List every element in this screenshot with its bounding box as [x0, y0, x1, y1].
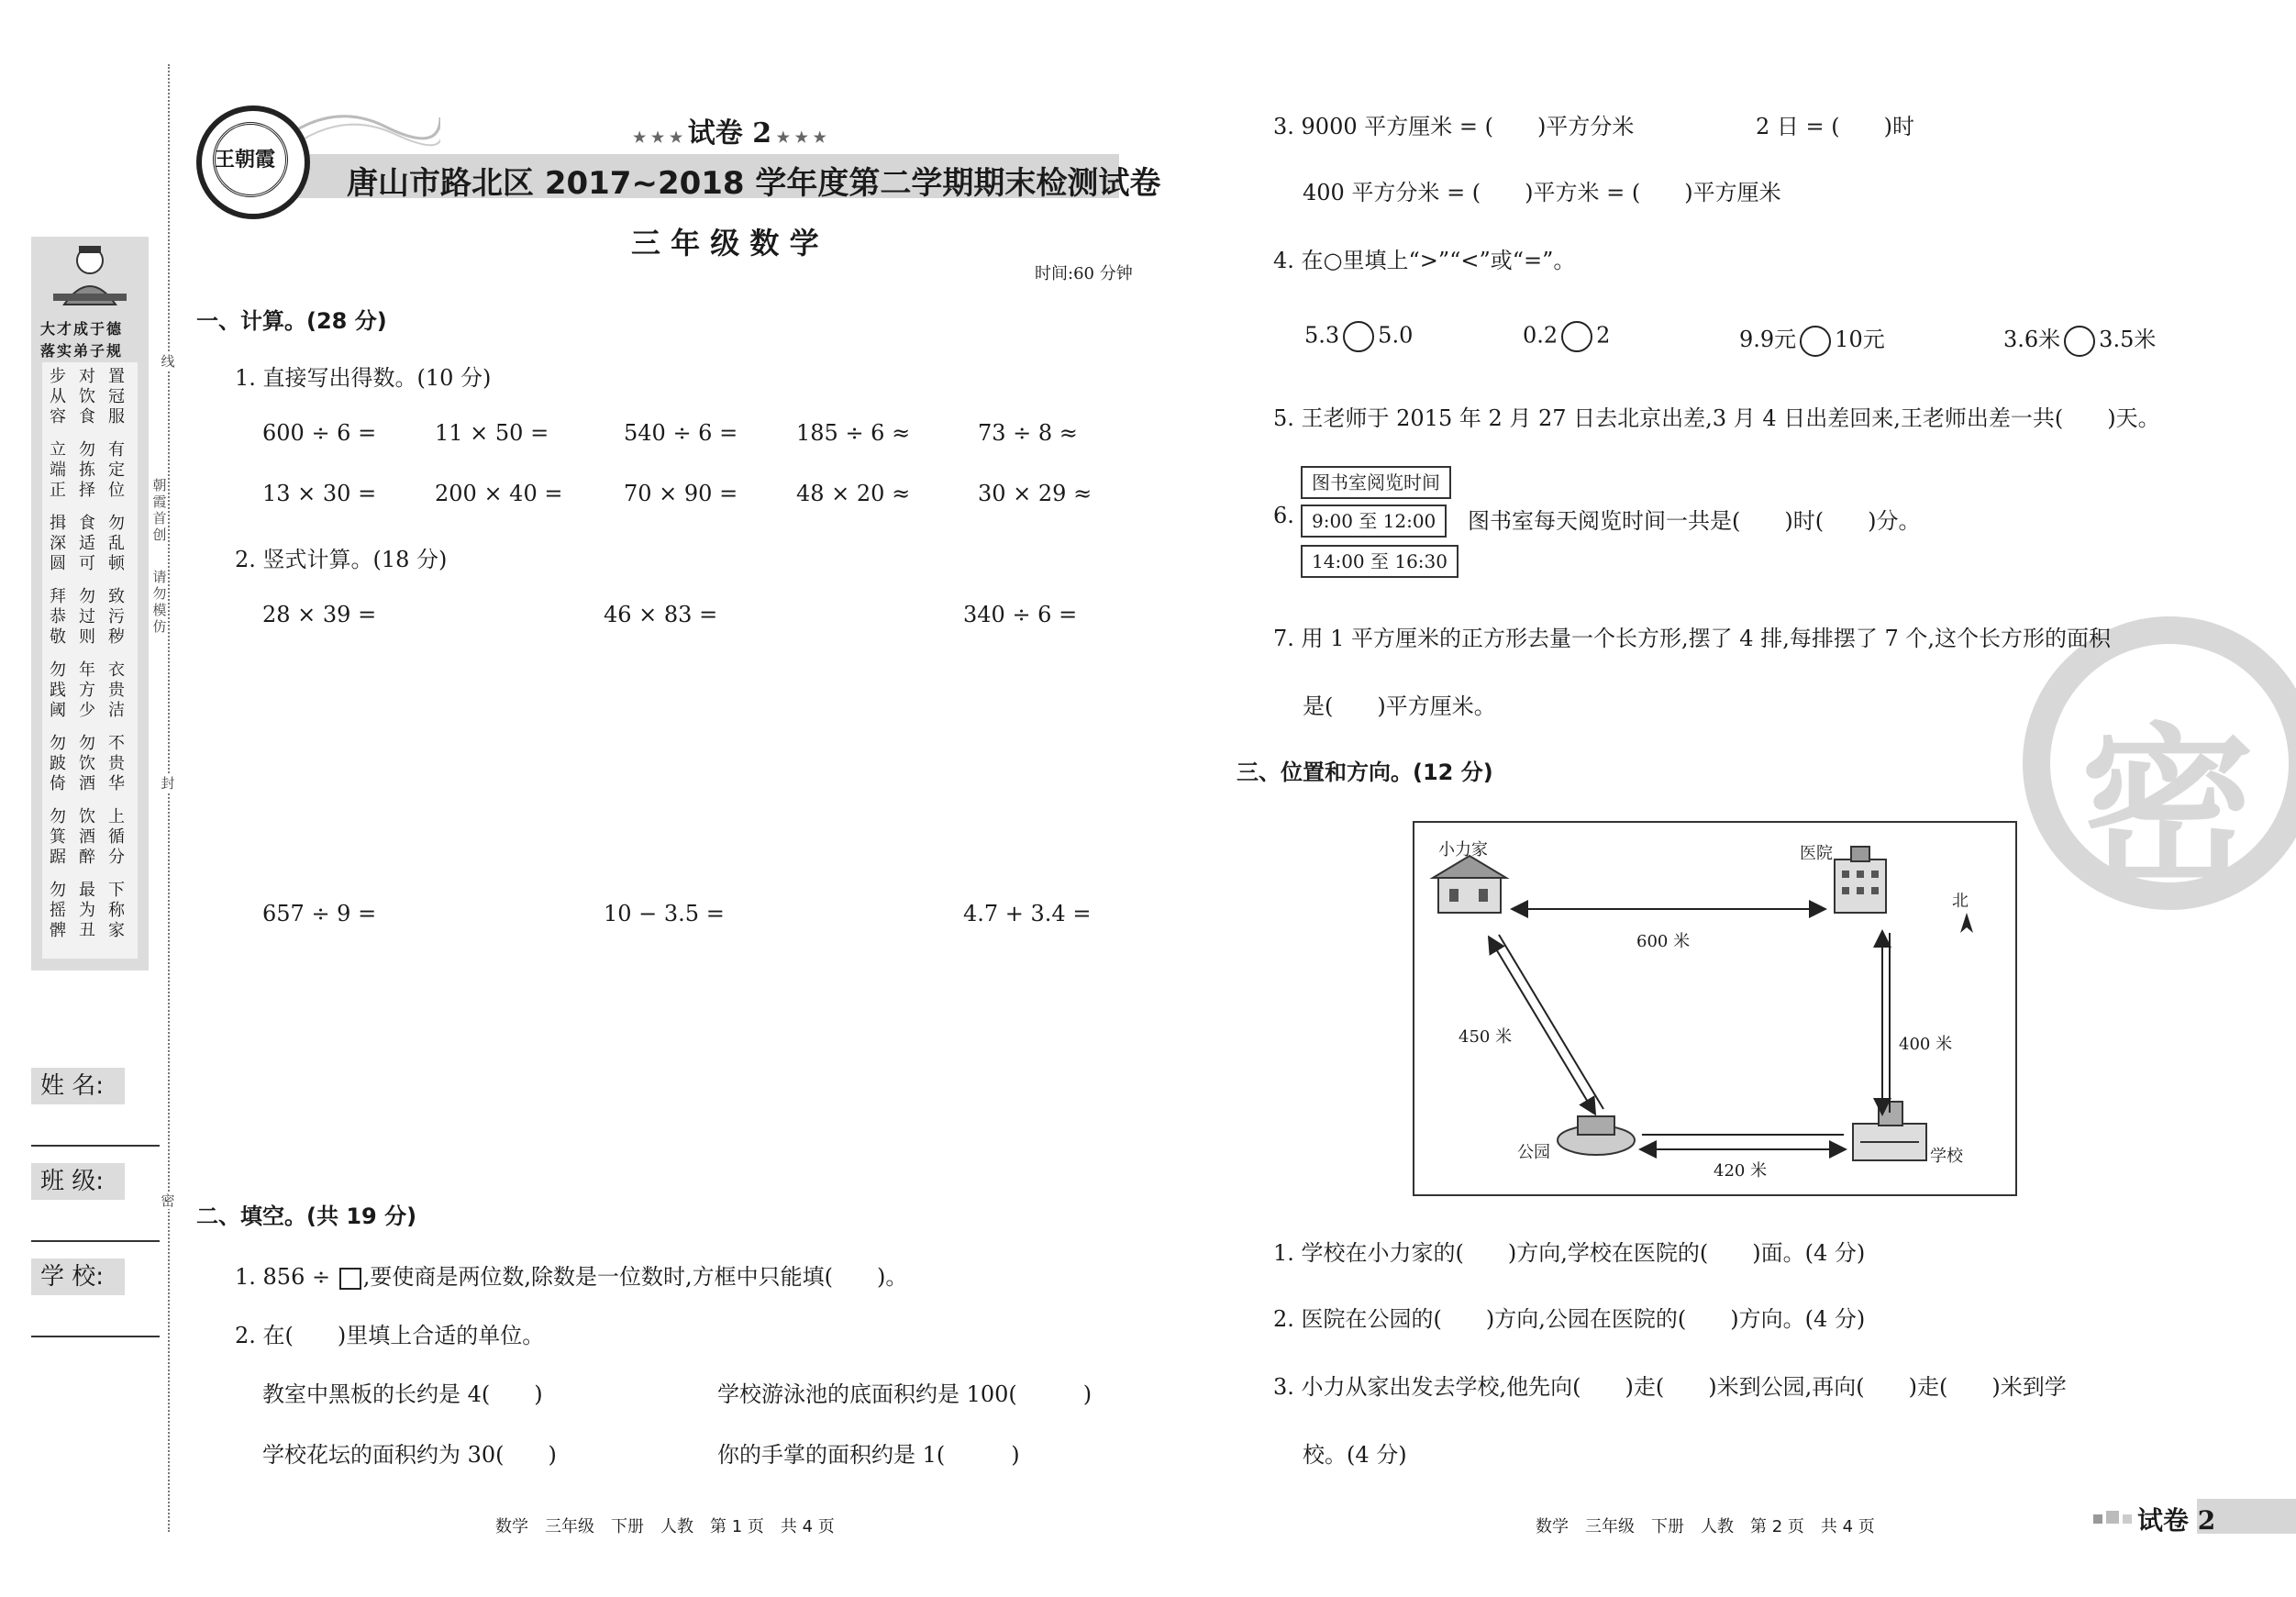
s2-q5: 5. 王老师于 2015 年 2 月 27 日去北京出差,3 月 4 日出差回来,王老师出差一共( )天。: [1273, 405, 2160, 431]
s2-q2-a: 教室中黑板的长约是 4( ): [262, 1381, 543, 1407]
schedule-title-box: 图书室阅览时间: [1301, 466, 1451, 499]
s1-q1-item: 13 × 30 =: [262, 481, 377, 506]
section1-heading: 一、计算。(28 分): [196, 308, 387, 334]
motto-column: 食适可: [79, 514, 95, 573]
s1-q1-item: 70 × 90 =: [624, 481, 738, 506]
motto-column: 揖深圆: [50, 514, 66, 573]
brand-logo: [196, 105, 310, 219]
motto-column: 勿过则: [79, 587, 95, 647]
seal-mark-copy: 请勿模仿: [152, 569, 167, 635]
compare-circle[interactable]: [1561, 321, 1592, 352]
s2-q6-text: 图书室每天阅览时间一共是( )时( )分。: [1468, 508, 1921, 534]
paper-tag: [633, 110, 826, 150]
compare-item: [1523, 321, 1610, 352]
compare-right: 10元: [1835, 327, 1885, 352]
compare-item: [1739, 321, 1885, 357]
exam-title: 唐山市路北区 2017~2018 学年度第二学期期末检测试卷: [347, 165, 1161, 202]
motto-column: 下称家: [108, 881, 125, 940]
compare-right: 2: [1596, 322, 1611, 349]
s1-q2-item: 657 ÷ 9 =: [262, 901, 377, 926]
motto-line-2: 落实弟子规: [40, 342, 124, 360]
s1-q2-item: 46 × 83 =: [604, 602, 718, 627]
section3-heading: 三、位置和方向。(12 分): [1237, 760, 1493, 785]
motto-column: 勿摇髀: [50, 881, 66, 940]
compare-circle[interactable]: [1343, 321, 1374, 352]
home-building-icon: [1433, 856, 1506, 913]
motto-column: 立端正: [50, 440, 66, 500]
map-label-home: 小力家: [1438, 840, 1488, 859]
brand-logo-text: 王朝霞: [215, 148, 276, 172]
seal-mark-seal: 封: [161, 775, 175, 792]
map-distance-hospital-school: 400 米: [1899, 1035, 1953, 1054]
s2-q2-c: 学校花坛的面积约为 30( ): [262, 1442, 557, 1468]
blank-square[interactable]: [339, 1268, 361, 1290]
map-label-school: 学校: [1930, 1147, 1963, 1166]
motto-column: 有定位: [108, 440, 125, 500]
compare-item: [1304, 321, 1413, 352]
section2-heading: 二、填空。(共 19 分): [196, 1203, 417, 1229]
s1-q1-item: 11 × 50 =: [435, 420, 549, 446]
star-icons: ★ ★ ★: [771, 128, 826, 146]
s1-q1-item: 30 × 29 ≈: [978, 481, 1093, 506]
s2-q1-post: ,要使商是两位数,除数是一位数时,方框中只能填( )。: [362, 1264, 908, 1290]
s1-q1-item: 540 ÷ 6 =: [624, 420, 738, 446]
footer-tag-blocks: [2093, 1510, 2132, 1527]
confidential-seal-glyph: 密: [2080, 708, 2256, 911]
motto-column: 饮酒醉: [79, 807, 95, 867]
s3-q1: 1. 学校在小力家的( )方向,学校在医院的( )面。(4 分): [1273, 1240, 1866, 1266]
seal-mark-line: 线: [161, 353, 175, 370]
motto-column: 勿跛倚: [50, 734, 66, 793]
motto-column: 对饮食: [79, 367, 95, 427]
s3-q2: 2. 医院在公园的( )方向,公园在医院的( )方向。(4 分): [1273, 1306, 1866, 1332]
s1-q1-item: 48 × 20 ≈: [796, 481, 911, 506]
class-label: 班 级:: [31, 1163, 125, 1200]
s1-q2-item: 28 × 39 =: [262, 602, 377, 627]
compare-right: 5.0: [1378, 322, 1414, 349]
hospital-building-icon: [1835, 847, 1886, 913]
school-field[interactable]: [31, 1336, 160, 1337]
north-arrow-icon: [1960, 913, 1973, 933]
motto-column: 拜恭敬: [50, 587, 66, 647]
s2-q7-a: 7. 用 1 平方厘米的正方形去量一个长方形,摆了 4 排,每排摆了 7 个,这个长方形的面积: [1273, 626, 2111, 651]
star-icons: ★ ★ ★: [633, 128, 688, 146]
seal-mark-original: 朝霞首创: [152, 477, 167, 543]
motto-line-1: 大才成于德: [40, 320, 124, 338]
motto-column: 勿拣择: [79, 440, 95, 500]
compare-circle[interactable]: [2064, 326, 2095, 357]
compare-right: 3.5米: [2099, 327, 2157, 352]
motto-column: 衣贵洁: [108, 660, 125, 720]
schedule-morning-box: 9:00 至 12:00: [1301, 505, 1447, 538]
class-field[interactable]: [31, 1240, 160, 1242]
s3-q3-a: 3. 小力从家出发去学校,他先向( )走( )米到公园,再向( )走( )米到学: [1273, 1374, 2067, 1400]
s2-q2-b: 学校游泳池的底面积约是 100( ): [717, 1381, 1093, 1407]
s2-q3-b: 2 日 = ( )时: [1756, 114, 1914, 139]
map-drawing: [1413, 821, 2017, 1196]
map-label-north: 北: [1952, 892, 1969, 911]
s2-q7-b: 是( )平方厘米。: [1303, 693, 1496, 719]
map-label-park: 公园: [1517, 1143, 1550, 1162]
compare-left: 0.2: [1523, 322, 1558, 349]
compare-left: 9.9元: [1739, 327, 1797, 352]
motto-column: 勿饮酒: [79, 734, 95, 793]
s1-q2-item: 4.7 + 3.4 =: [963, 901, 1092, 926]
s3-q3-b: 校。(4 分): [1303, 1442, 1407, 1468]
s2-q1-pre: 1. 856 ÷: [235, 1264, 331, 1290]
subject-title: 三 年 级 数 学: [631, 226, 819, 261]
s1-q2-title: 2. 竖式计算。(18 分): [235, 547, 448, 572]
scholar-figure-icon: [46, 240, 134, 314]
motto-column: 置冠服: [108, 367, 125, 427]
map-distance-home-park: 450 米: [1459, 1027, 1513, 1047]
schedule-afternoon-box: 14:00 至 16:30: [1301, 545, 1459, 578]
motto-column: 上循分: [108, 807, 125, 867]
s1-q1-item: 200 × 40 =: [435, 481, 563, 506]
motto-column: 勿践阈: [50, 660, 66, 720]
s1-q1-item: 600 ÷ 6 =: [262, 420, 377, 446]
s2-q4-title: 4. 在○里填上“>”“<”或“=”。: [1273, 248, 1576, 273]
school-label: 学 校:: [31, 1259, 125, 1295]
s1-q1-item: 73 ÷ 8 ≈: [978, 420, 1078, 446]
s2-q2-title: 2. 在( )里填上合适的单位。: [235, 1323, 545, 1348]
s1-q1-item: 185 ÷ 6 ≈: [796, 420, 911, 446]
compare-circle[interactable]: [1800, 326, 1831, 357]
s2-q3-c: 400 平方分米 = ( )平方米 = ( )平方厘米: [1303, 180, 1781, 205]
s2-q1: [235, 1259, 907, 1291]
s2-q6-num: 6.: [1273, 503, 1294, 528]
motto-column: 不贵华: [108, 734, 125, 793]
motto-column: 最为丑: [79, 881, 95, 940]
s2-q2-d: 你的手掌的面积约是 1( ): [717, 1442, 1020, 1468]
time-limit: 时间:60 分钟: [1035, 264, 1133, 283]
compare-item: [2003, 321, 2156, 357]
s2-q3-a: 3. 9000 平方厘米 = ( )平方分米: [1273, 114, 1635, 139]
park-icon: [1558, 1116, 1635, 1155]
map-distance-home-hospital: 600 米: [1636, 932, 1691, 951]
motto-column: 勿乱顿: [108, 514, 125, 573]
map-label-hospital: 医院: [1800, 844, 1833, 863]
motto-column: 勿箕踞: [50, 807, 66, 867]
paper-tag-text: 试卷 2: [687, 117, 772, 150]
motto-column: 致污秽: [108, 587, 125, 647]
compare-left: 3.6米: [2003, 327, 2061, 352]
s1-q2-item: 10 − 3.5 =: [604, 901, 725, 926]
motto-column: 年方少: [79, 660, 95, 720]
s1-q2-item: 340 ÷ 6 =: [963, 602, 1078, 627]
footer-left: 数学 三年级 下册 人教 第 1 页 共 4 页: [495, 1517, 835, 1536]
s1-q1-title: 1. 直接写出得数。(10 分): [235, 365, 492, 391]
name-label: 姓 名:: [31, 1068, 125, 1104]
motto-column: 步从容: [50, 367, 66, 427]
compare-left: 5.3: [1304, 322, 1340, 349]
name-field[interactable]: [31, 1145, 160, 1147]
seal-mark-secret: 密: [161, 1192, 175, 1209]
fold-line: [168, 64, 170, 1532]
footer-tag: 试卷 2: [2137, 1505, 2216, 1536]
map-distance-park-school: 420 米: [1714, 1161, 1768, 1181]
footer-right: 数学 三年级 下册 人教 第 2 页 共 4 页: [1536, 1517, 1875, 1536]
